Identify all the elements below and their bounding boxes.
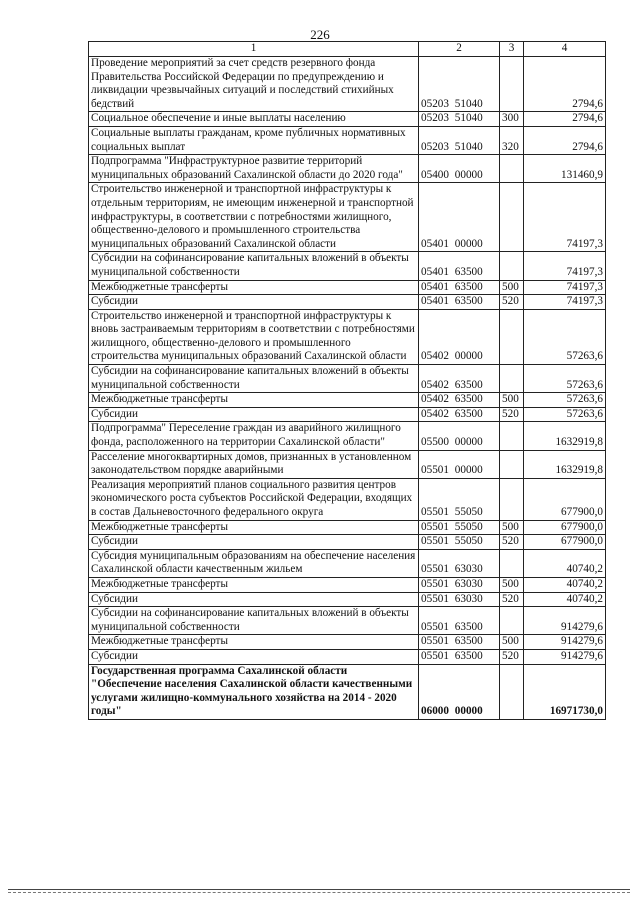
- column-header-amount: 4: [524, 42, 606, 57]
- row-amount: 40740,2: [524, 549, 606, 577]
- row-type: [500, 57, 524, 112]
- row-code: 05501 55050: [419, 478, 500, 520]
- row-amount: 677900,0: [524, 478, 606, 520]
- row-code: 05203 51040: [419, 57, 500, 112]
- row-name: Субсидия муниципальным образованиям на обеспечение населения Сахалинской области качественным жильем: [89, 549, 419, 577]
- row-code: 05501 63500: [419, 607, 500, 635]
- row-amount: 914279,6: [524, 635, 606, 650]
- row-name: Субсидии: [89, 535, 419, 550]
- budget-table: [88, 41, 606, 720]
- row-name: Межбюджетные трансферты: [89, 393, 419, 408]
- row-code: 05203 51040: [419, 126, 500, 154]
- table-row: [89, 126, 606, 154]
- row-code: 05401 63500: [419, 295, 500, 310]
- table-row: [89, 664, 606, 719]
- row-type: [500, 607, 524, 635]
- row-code: 05401 63500: [419, 252, 500, 280]
- table-row: [89, 280, 606, 295]
- row-amount: 57263,6: [524, 407, 606, 422]
- row-code: 05400 00000: [419, 155, 500, 183]
- row-type: [500, 183, 524, 252]
- table-row: [89, 183, 606, 252]
- row-code: 05501 55050: [419, 520, 500, 535]
- row-type: 520: [500, 592, 524, 607]
- row-type: 520: [500, 295, 524, 310]
- row-code: 05203 51040: [419, 112, 500, 127]
- row-name: Межбюджетные трансферты: [89, 577, 419, 592]
- row-code: 06000 00000: [419, 664, 500, 719]
- row-name: Субсидии на софинансирование капитальных вложений в объекты муниципальной собственности: [89, 252, 419, 280]
- row-type: 500: [500, 280, 524, 295]
- table-row: [89, 577, 606, 592]
- row-name: Субсидии на софинансирование капитальных вложений в объекты муниципальной собственности: [89, 607, 419, 635]
- row-amount: 74197,3: [524, 280, 606, 295]
- row-amount: 1632919,8: [524, 422, 606, 450]
- row-amount: 2794,6: [524, 112, 606, 127]
- table-row: [89, 535, 606, 550]
- row-name: Субсидии: [89, 592, 419, 607]
- row-name: Расселение многоквартирных домов, признанных в установленном законодательством порядке аварийными: [89, 450, 419, 478]
- table-header-row: [89, 42, 606, 57]
- row-code: 05501 00000: [419, 450, 500, 478]
- row-type: [500, 549, 524, 577]
- table-row: [89, 520, 606, 535]
- row-type: 320: [500, 126, 524, 154]
- row-code: 05402 63500: [419, 393, 500, 408]
- row-amount: 1632919,8: [524, 450, 606, 478]
- row-type: [500, 422, 524, 450]
- row-amount: 74197,3: [524, 252, 606, 280]
- row-type: 300: [500, 112, 524, 127]
- row-code: 05501 63030: [419, 577, 500, 592]
- row-name: Субсидии на софинансирование капитальных вложений в объекты муниципальной собственности: [89, 365, 419, 393]
- bottom-rule: [8, 889, 630, 890]
- row-name: Строительство инженерной и транспортной инфраструктуры к вновь застраиваемым территориям в соответствии с потребностями жилищного, общественно-делового и промышленного строительства муниципальных образований Сахалинской области: [89, 309, 419, 364]
- row-amount: 16971730,0: [524, 664, 606, 719]
- row-code: 05501 63500: [419, 649, 500, 664]
- row-name: Межбюджетные трансферты: [89, 635, 419, 650]
- table-row: [89, 450, 606, 478]
- row-name: Подпрограмма" Переселение граждан из аварийного жилищного фонда, расположенного на территории Сахалинской области": [89, 422, 419, 450]
- row-code: 05402 63500: [419, 407, 500, 422]
- row-name: Социальные выплаты гражданам, кроме публичных нормативных социальных выплат: [89, 126, 419, 154]
- row-type: [500, 365, 524, 393]
- column-header-code: 2: [419, 42, 500, 57]
- row-amount: 2794,6: [524, 57, 606, 112]
- row-code: 05500 00000: [419, 422, 500, 450]
- row-name: Реализация мероприятий планов социального развития центров экономического роста субъектов Российской Федерации, входящих в состав Дальневосточного федерального округа: [89, 478, 419, 520]
- table-row: [89, 478, 606, 520]
- row-code: 05402 63500: [419, 365, 500, 393]
- row-name: Социальное обеспечение и иные выплаты населению: [89, 112, 419, 127]
- row-amount: 677900,0: [524, 535, 606, 550]
- table-row: [89, 155, 606, 183]
- table-row: [89, 549, 606, 577]
- row-code: 05501 55050: [419, 535, 500, 550]
- row-code: 05501 63030: [419, 592, 500, 607]
- row-name: Проведение мероприятий за счет средств резервного фонда Правительства Российской Федерации по предупреждению и ликвидации чрезвычайных ситуаций и последствий стихийных бедствий: [89, 57, 419, 112]
- row-type: 500: [500, 520, 524, 535]
- row-code: 05401 63500: [419, 280, 500, 295]
- table-row: [89, 393, 606, 408]
- row-type: [500, 664, 524, 719]
- table-row: [89, 592, 606, 607]
- row-amount: 57263,6: [524, 309, 606, 364]
- row-amount: 677900,0: [524, 520, 606, 535]
- table-row: [89, 607, 606, 635]
- row-name: Межбюджетные трансферты: [89, 520, 419, 535]
- table-row: [89, 407, 606, 422]
- row-name: Подпрограмма "Инфраструктурное развитие территорий муниципальных образований Сахалинской области до 2020 года": [89, 155, 419, 183]
- row-amount: 57263,6: [524, 393, 606, 408]
- row-amount: 40740,2: [524, 577, 606, 592]
- row-amount: 57263,6: [524, 365, 606, 393]
- table-row: [89, 295, 606, 310]
- table-row: [89, 365, 606, 393]
- table-row: [89, 649, 606, 664]
- row-name: Строительство инженерной и транспортной инфраструктуры к отдельным территориям, не имеющим инженерной и транспортной инфраструктуры, в соответствии с потребностями жилищного, общественно-делового и промышленного строительства муниципальных образований Сахалинской области: [89, 183, 419, 252]
- row-name: Государственная программа Сахалинской области "Обеспечение населения Сахалинской области качественными услугами жилищно-коммунального хозяйства на 2014 - 2020 годы": [89, 664, 419, 719]
- row-amount: 74197,3: [524, 183, 606, 252]
- row-name: Субсидии: [89, 295, 419, 310]
- row-type: [500, 155, 524, 183]
- row-code: 05401 00000: [419, 183, 500, 252]
- row-name: Субсидии: [89, 407, 419, 422]
- row-amount: 131460,9: [524, 155, 606, 183]
- row-type: [500, 450, 524, 478]
- row-amount: 2794,6: [524, 126, 606, 154]
- row-type: 520: [500, 535, 524, 550]
- row-code: 05402 00000: [419, 309, 500, 364]
- column-header-name: 1: [89, 42, 419, 57]
- row-code: 05501 63500: [419, 635, 500, 650]
- row-type: 520: [500, 407, 524, 422]
- page-number: 226: [310, 27, 330, 42]
- table-row: [89, 57, 606, 112]
- column-header-type: 3: [500, 42, 524, 57]
- row-code: 05501 63030: [419, 549, 500, 577]
- bottom-rule-dashed: [8, 892, 630, 893]
- row-type: 500: [500, 393, 524, 408]
- row-type: 520: [500, 649, 524, 664]
- table-row: [89, 635, 606, 650]
- row-type: [500, 252, 524, 280]
- row-type: 500: [500, 635, 524, 650]
- table-row: [89, 252, 606, 280]
- row-type: [500, 478, 524, 520]
- row-amount: 914279,6: [524, 607, 606, 635]
- row-amount: 74197,3: [524, 295, 606, 310]
- row-name: Субсидии: [89, 649, 419, 664]
- table-row: [89, 422, 606, 450]
- row-name: Межбюджетные трансферты: [89, 280, 419, 295]
- row-amount: 914279,6: [524, 649, 606, 664]
- table-row: [89, 309, 606, 364]
- row-amount: 40740,2: [524, 592, 606, 607]
- table-row: [89, 112, 606, 127]
- row-type: 500: [500, 577, 524, 592]
- row-type: [500, 309, 524, 364]
